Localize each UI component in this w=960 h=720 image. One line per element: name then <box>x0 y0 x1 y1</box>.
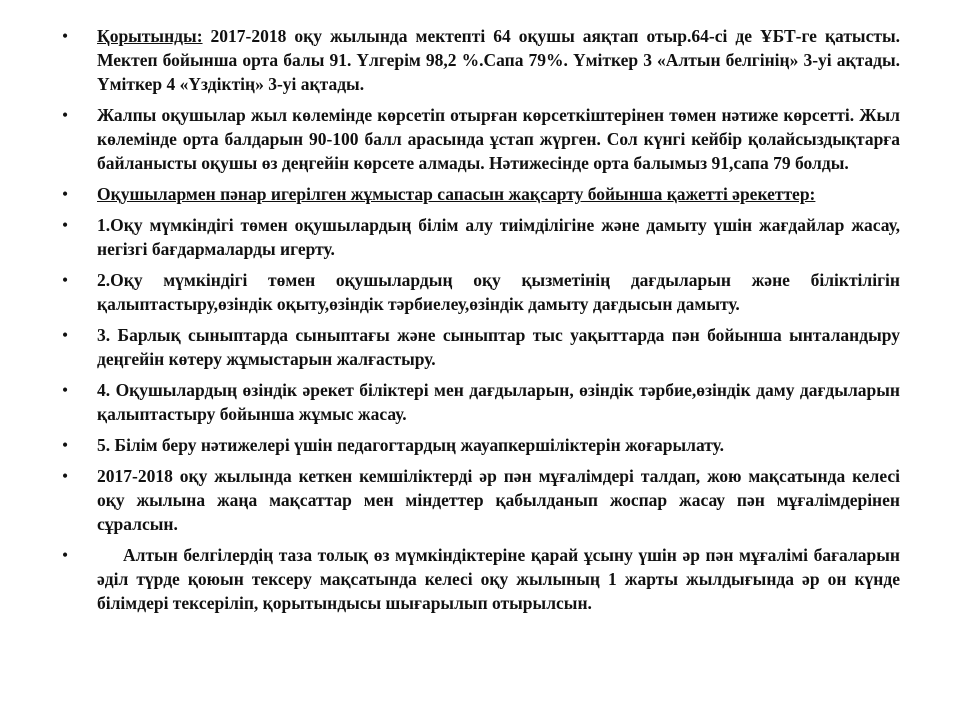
bullet-icon: • <box>62 215 69 235</box>
bullet-icon: • <box>62 545 69 565</box>
bullet-icon: • <box>62 380 69 400</box>
list-item-actions-heading <box>62 182 900 206</box>
bullet-icon: • <box>62 270 69 290</box>
bullet-icon: • <box>62 105 69 125</box>
bullet-icon: • <box>62 435 69 455</box>
action-3-text: 3. Барлық сыныптарда сыныптағы және сыныптар тыс уақыттарда пән бойынша ынталандыру деңгейін көтеру жұмыстарын жалғастыру. <box>97 325 900 369</box>
list-item-conclusion <box>62 24 900 96</box>
action-4-text: 4. Оқушылардың өзіндік әрекет біліктері мен дағдыларын, өзіндік тәрбие,өзіндік даму дағдыларын қалыптастыру бойынша жұмыс жасау. <box>97 380 900 424</box>
list-item-results <box>62 103 900 175</box>
list-item-action-3 <box>62 323 900 371</box>
shortcomings-text: 2017-2018 оқу жылында кеткен кемшіліктерді әр пән мұғалімдері талдап, жою мақсатында келесі оқу жылына жаңа мақсаттар мен міндеттер қабылданып жоспар жасау пән мұғалімдерінен сұралсын. <box>97 466 900 534</box>
action-1-text: 1.Оқу мүмкіндігі төмен оқушылардың білім алу тиімділігіне және дамыту үшін жағдайлар жасау, негізгі бағдармаларды игерту. <box>97 215 900 259</box>
action-2-text: 2.Оқу мүмкіндігі төмен оқушылардың оқу қызметінің дағдыларын және біліктілігін қалыптастыру,өзіндік оқыту,өзіндік тәрбиелеу,өзіндік дамыту дағдысын дамыту. <box>97 270 900 314</box>
bullet-icon: • <box>62 184 69 204</box>
list-item-gold-medals <box>62 543 900 615</box>
bullet-icon: • <box>62 26 69 46</box>
actions-heading: Оқушылармен пәнар игерілген жұмыстар сапасын жақсарту бойынша қажетті әрекеттер: <box>97 184 816 204</box>
list-item-shortcomings <box>62 464 900 536</box>
bullet-icon: • <box>62 466 69 486</box>
list-item-action-5 <box>62 433 900 457</box>
gold-medals-text: Алтын белгілердің таза толық өз мүмкіндіктеріне қарай ұсыну үшін әр пән мұғалімі бағаларын әділ түрде қоюын тексеру мақсатында келесі оқу жылының 1 жарты жылдығында әр он күнде білімдері тексеріліп, қорытындысы шығарылып отырылсын. <box>97 545 900 613</box>
list-item-action-1 <box>62 213 900 261</box>
bullet-list <box>62 24 900 615</box>
conclusion-label: Қорытынды: <box>97 26 203 46</box>
results-text: Жалпы оқушылар жыл көлемінде көрсетіп отырған көрсеткіштерінен төмен нәтиже көрсетті. Жыл көлемінде орта балдарын 90-100 балл арасында ұстап жүрген. Сол күнгі кейбір қолайсыздықтарға байланысты оқушы өз деңгейін көрсете алмады. Нәтижесінде орта балымыз 91,сапа 79 болды. <box>97 105 900 173</box>
list-item-action-2 <box>62 268 900 316</box>
conclusion-text: 2017-2018 оқу жылында мектепті 64 оқушы аяқтап отыр.64-сі де ҰБТ-ге қатысты. Мектеп бойынша орта балы 91. Үлгерім 98,2 %.Сапа 79%. Үміткер 3 «Алтын белгінің» 3-уі ақтады. Үміткер 4 «Үздіктің» 3-уі ақтады. <box>97 26 900 94</box>
action-5-text: 5. Білім беру нәтижелері үшін педагогтардың жауапкершіліктерін жоғарылату. <box>97 435 725 455</box>
list-item-action-4 <box>62 378 900 426</box>
bullet-icon: • <box>62 325 69 345</box>
